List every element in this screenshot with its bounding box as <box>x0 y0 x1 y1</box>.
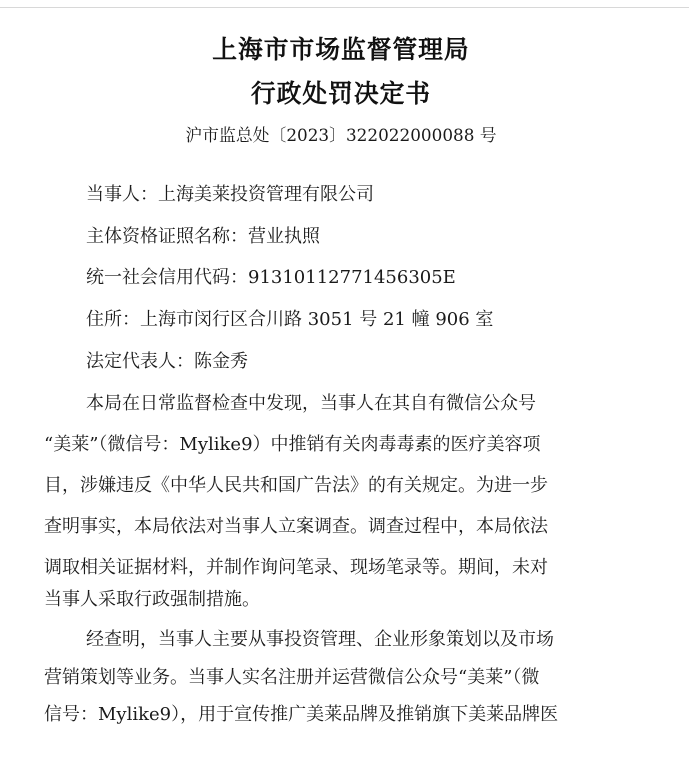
paragraph-line: 经查明，当事人主要从事投资管理、企业形象策划以及市场 <box>86 629 554 650</box>
paragraph-line: 当事人采取行政强制措施。 <box>44 589 260 610</box>
paragraph-line: “美莱”（微信号：Mylike9）中推销有关肉毒毒素的医疗美容项 <box>44 434 541 455</box>
paragraph-line: 目，涉嫌违反《中华人民共和国广告法》的有关规定。为进一步 <box>44 475 548 496</box>
paragraph-line: 本局在日常监督检查中发现，当事人在其自有微信公众号 <box>86 393 536 414</box>
paragraph-line: 调取相关证据材料，并制作询问笔录、现场笔录等。期间，未对 <box>44 557 548 578</box>
field-party: 当事人：上海美莱投资管理有限公司 <box>86 184 374 205</box>
paragraph-line: 信号：Mylike9），用于宣传推广美莱品牌及推销旗下美莱品牌医 <box>44 704 559 725</box>
document-number: 沪市监总处〔2023〕322022000088 号 <box>185 126 497 146</box>
field-address: 住所：上海市闵行区合川路 3051 号 21 幢 906 室 <box>86 309 494 330</box>
field-license-name: 主体资格证照名称：营业执照 <box>86 226 320 247</box>
agency-title: 上海市市场监督管理局 <box>212 35 470 64</box>
document-title: 行政处罚决定书 <box>250 79 432 108</box>
paragraph-line: 查明事实，本局依法对当事人立案调查。调查过程中，本局依法 <box>44 516 548 537</box>
paragraph-line: 营销策划等业务。当事人实名注册并运营微信公众号“美莱”（微 <box>44 667 540 688</box>
field-credit-code: 统一社会信用代码：91310112771456305E <box>86 267 456 288</box>
field-legal-rep: 法定代表人：陈金秀 <box>86 351 248 372</box>
top-divider <box>0 7 689 8</box>
